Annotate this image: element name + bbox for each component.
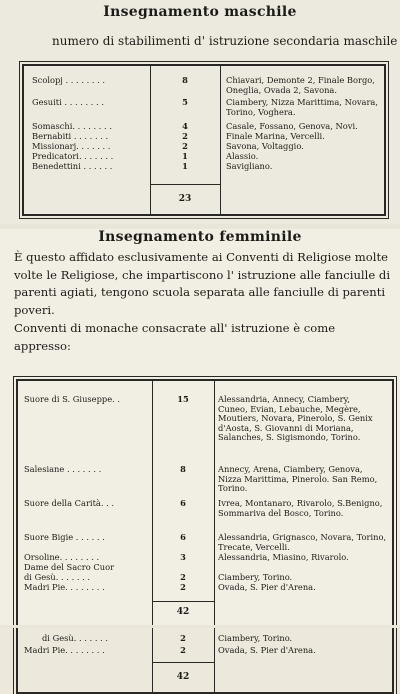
order-count: 15 bbox=[177, 394, 189, 404]
order-places: Ivrea, Montanaro, Rivarolo, S.Benigno, Sommariva del Bosco, Torino. bbox=[218, 498, 383, 518]
column-divider bbox=[214, 628, 215, 692]
table-total: 23 bbox=[178, 194, 192, 204]
table-male-establishments bbox=[22, 64, 386, 216]
total-rule bbox=[152, 662, 214, 663]
order-name: Suore della Carità. . . bbox=[24, 498, 115, 508]
order-count: 8 bbox=[180, 464, 186, 474]
order-count: 2 bbox=[180, 582, 186, 592]
table-female-convents bbox=[16, 379, 394, 625]
table-total: 42 bbox=[176, 607, 190, 617]
order-name: Madri Pie. . . . . . . . bbox=[24, 582, 105, 592]
order-count: 2 bbox=[180, 645, 186, 655]
fragment-male-education bbox=[0, 0, 400, 224]
order-name: di Gesù. . . . . . . bbox=[24, 572, 91, 582]
intro-paragraph: È questo affidato esclusivamente ai Conventi di Religiose molte volte le Religiose, che impartiscono l' istruzione alle fanciulle di parenti agiati, tengono scuola separata alle fanciulle di parenti poveri. bbox=[14, 250, 391, 317]
order-name: Madri Pie. . . . . . . . bbox=[24, 645, 105, 655]
order-count: 2 bbox=[182, 131, 188, 141]
total-rule bbox=[150, 184, 220, 185]
order-count: 6 bbox=[180, 532, 186, 542]
order-count: 2 bbox=[180, 572, 186, 582]
order-count: 2 bbox=[182, 141, 188, 151]
order-count: 1 bbox=[182, 151, 188, 161]
fragment-table-repeat bbox=[0, 628, 400, 694]
order-places: Ciambery, Torino. bbox=[218, 572, 293, 582]
order-name: Scolopj . . . . . . . . bbox=[32, 75, 106, 85]
order-name: di Gesù. . . . . . . bbox=[42, 633, 109, 643]
order-places: Savona, Voltaggio. bbox=[226, 141, 304, 151]
order-places: Finale Marina, Vercelli. bbox=[226, 131, 325, 141]
order-places: Casale, Fossano, Genova, Novi. bbox=[226, 121, 358, 131]
section-title-maschile: Insegnamento maschile bbox=[103, 4, 297, 20]
order-name: Dame del Sacro Cuor bbox=[24, 562, 115, 572]
table-female-convents-repeat bbox=[16, 628, 394, 694]
fragment-female-education bbox=[0, 229, 400, 625]
order-places: Chiavari, Demonte 2, Finale Borgo, Oneglia, Ovada 2, Savona. bbox=[226, 75, 375, 95]
order-name: Salesiane . . . . . . . bbox=[24, 464, 102, 474]
total-rule bbox=[152, 601, 214, 602]
order-places: Alessandria, Miasino, Rivarolo. bbox=[218, 552, 349, 562]
order-count: 4 bbox=[182, 121, 188, 131]
order-places: Ciambery, Nizza Marittima, Novara, Torino, Voghera. bbox=[226, 97, 379, 117]
column-divider bbox=[214, 381, 215, 625]
order-name: Somaschi. . . . . . . . bbox=[32, 121, 112, 131]
column-divider bbox=[220, 66, 221, 214]
order-name: Benedettini . . . . . . bbox=[32, 161, 113, 171]
order-count: 3 bbox=[180, 552, 186, 562]
order-name: Suore di S. Giuseppe. . bbox=[24, 394, 121, 404]
section-subtitle-maschile: numero di stabilimenti d' istruzione secondaria maschile bbox=[52, 34, 398, 48]
order-count: 8 bbox=[182, 75, 188, 85]
order-name: Suore Bigie . . . . . . bbox=[24, 532, 105, 542]
table-total: 42 bbox=[176, 672, 190, 682]
order-count: 1 bbox=[182, 161, 188, 171]
order-count: 6 bbox=[180, 498, 186, 508]
order-places: Alessandria, Annecy, Ciambery, Cuneo, Evian, Lebauche, Megère, Moutiers, Novara, Pinerolo, S. Genix d'Aosta, S. Giovanni di Moriana, Salanches, S. Sigismondo, Torino. bbox=[218, 394, 373, 443]
order-name: Missionarj. . . . . . . bbox=[32, 141, 111, 151]
order-count: 5 bbox=[182, 97, 188, 107]
order-count: 2 bbox=[180, 633, 186, 643]
order-name: Bernabiti . . . . . . . bbox=[32, 131, 109, 141]
section-title-femminile: Insegnamento femminile bbox=[98, 229, 302, 245]
order-places: Alessandria, Grignasco, Novara, Torino, Trecate, Vercelli. bbox=[218, 532, 387, 552]
order-name: Orsoline. . . . . . . . bbox=[24, 552, 100, 562]
order-places: Ovada, S. Pier d'Arena. bbox=[218, 582, 316, 592]
order-places: Ovada, S. Pier d'Arena. bbox=[218, 645, 316, 655]
order-places: Annecy, Arena, Ciambery, Genova, Nizza Marittima, Pinerolo. San Remo, Torino. bbox=[218, 464, 378, 494]
order-name: Predicatori. . . . . . . bbox=[32, 151, 114, 161]
intro-paragraph-2: Conventi di monache consacrate all' istruzione è come appresso: bbox=[14, 321, 336, 353]
order-places: Savigliano. bbox=[226, 161, 273, 171]
order-name: Gesuiti . . . . . . . . bbox=[32, 97, 104, 107]
order-places: Ciambery, Torino. bbox=[218, 633, 293, 643]
order-places: Alassio. bbox=[226, 151, 259, 161]
